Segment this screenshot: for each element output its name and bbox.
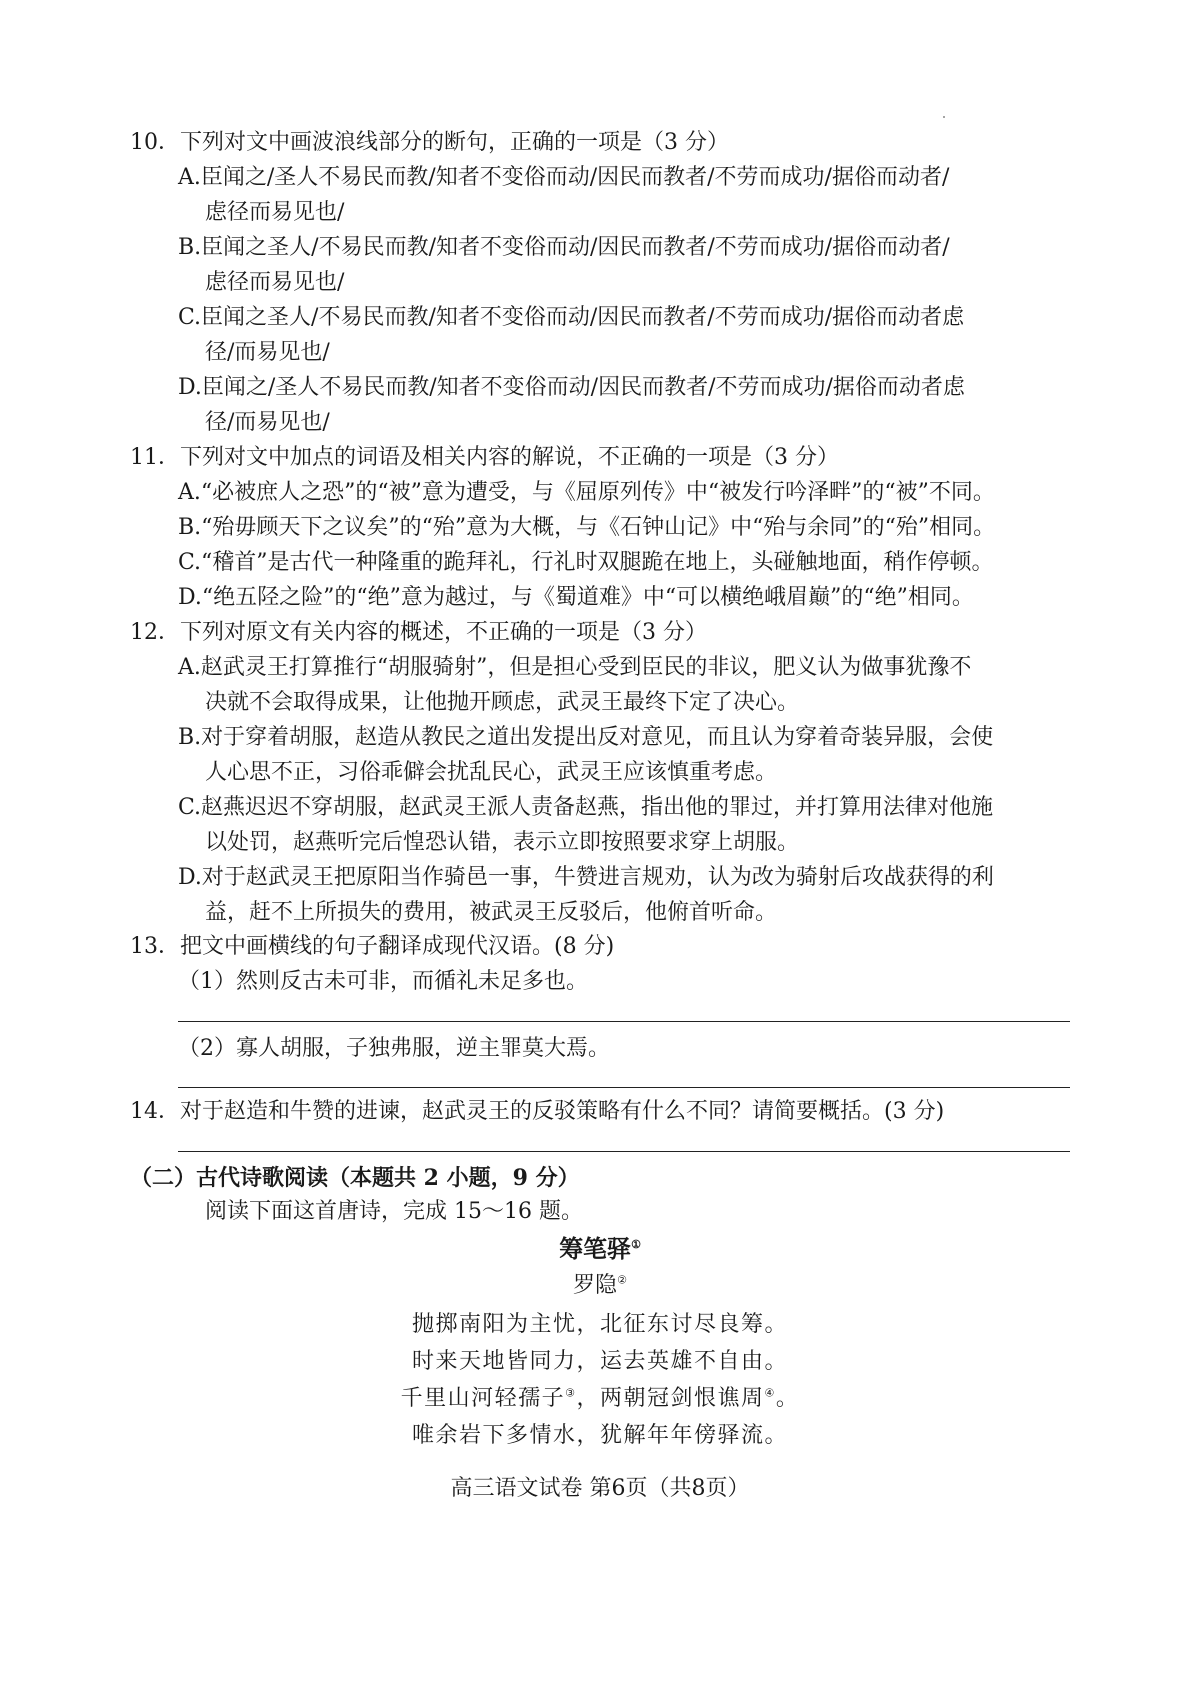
q10-option-a-line2: 虑径而易见也/: [205, 200, 345, 225]
q11-option-a: A.“必被庶人之恐”的“被”意为遭受，与《屈原列传》中“被发行吟泽畔”的“被”不同。: [178, 480, 995, 505]
q10-option-b-line1: B.臣闻之圣人/不易民而教/知者不变俗而动/因民而教者/不劳而成功/据俗而动者/: [178, 235, 950, 260]
q10-option-c-line2: 径/而易见也/: [205, 340, 330, 365]
q13-answer-line-2[interactable]: [178, 1087, 1070, 1088]
q13-stem: 13．把文中画横线的句子翻译成现代汉语。(8 分): [130, 934, 615, 959]
q14-stem: 14．对于赵造和牛赞的进谏，赵武灵王的反驳策略有什么不同？请简要概括。(3 分): [130, 1099, 945, 1124]
q13-sentence-2: （2）寡人胡服，子独弗服，逆主罪莫大焉。: [178, 1036, 610, 1061]
q10-option-b-line2: 虑径而易见也/: [205, 270, 345, 295]
q12-option-b-line2: 人心思不正，习俗乖僻会扰乱民心，武灵王应该慎重考虑。: [205, 760, 778, 785]
scan-dot: [943, 116, 945, 118]
poem-line-4: 唯余岩下多情水，犹解年年傍驿流。: [411, 1423, 788, 1448]
q11-stem: 11．下列对文中加点的词语及相关内容的解说，不正确的一项是（3 分）: [130, 445, 839, 470]
q12-stem: 12．下列对原文有关内容的概述，不正确的一项是（3 分）: [130, 620, 707, 645]
poem-line-3-footnote-mark-a: ③: [565, 1386, 577, 1400]
q12-option-c-line2: 以处罚，赵燕听完后惶恐认错，表示立即按照要求穿上胡服。: [205, 830, 800, 855]
q13-sentence-1: （1）然则反古未可非，而循礼未足多也。: [178, 969, 588, 994]
poem-title-footnote-mark: ①: [631, 1238, 641, 1251]
poem-title-text: 筹笔驿: [559, 1234, 632, 1263]
poem-line-3-part-a: 千里山河轻孺子: [400, 1386, 566, 1411]
q12-option-d-line1: D.对于赵武灵王把原阳当作骑邑一事，牛赞进言规劝，认为改为骑射后攻战获得的利: [178, 865, 994, 890]
poem-author-footnote-mark: ②: [617, 1273, 627, 1287]
q11-option-c: C.“稽首”是古代一种隆重的跪拜礼，行礼时双腿跪在地上，头碰触地面，稍作停顿。: [178, 550, 994, 575]
q12-option-c-line1: C.赵燕迟迟不穿胡服，赵武灵王派人责备赵燕，指出他的罪过，并打算用法律对他施: [178, 795, 994, 820]
q10-option-c-line1: C.臣闻之圣人/不易民而教/知者不变俗而动/因民而教者/不劳而成功/据俗而动者虑: [178, 305, 965, 330]
poem-title: [0, 1234, 1200, 1264]
q14-answer-line[interactable]: [178, 1151, 1070, 1152]
page-footer: 高三语文试卷 第6页（共8页）: [450, 1476, 750, 1501]
q13-answer-line-1[interactable]: [178, 1021, 1070, 1022]
poem-line-3-end: 。: [775, 1386, 800, 1411]
poem-line-2: 时来天地皆同力，运去英雄不自由。: [411, 1349, 788, 1374]
q10-option-a-line1: A.臣闻之/圣人不易民而教/知者不变俗而动/因民而教者/不劳而成功/据俗而动者/: [178, 165, 950, 190]
q10-option-d-line1: D.臣闻之/圣人不易民而教/知者不变俗而动/因民而教者/不劳而成功/据俗而动者虑: [178, 375, 965, 400]
q12-option-a-line1: A.赵武灵王打算推行“胡服骑射”，但是担心受到臣民的非议，肥义认为做事犹豫不: [178, 655, 972, 680]
q10-stem: 10．下列对文中画波浪线部分的断句，正确的一项是（3 分）: [130, 130, 729, 155]
poem-line-3-footnote-mark-b: ④: [764, 1386, 776, 1400]
q10-option-d-line2: 径/而易见也/: [205, 410, 330, 435]
section-intro: 阅读下面这首唐诗，完成 15～16 题。: [205, 1199, 583, 1224]
q12-option-d-line2: 益，赶不上所损失的费用，被武灵王反驳后，他俯首听命。: [205, 900, 778, 925]
poem-line-3-part-b: ，两朝冠剑恨谯周: [576, 1386, 765, 1411]
q12-option-a-line2: 决就不会取得成果，让他抛开顾虑，武灵王最终下定了决心。: [205, 690, 800, 715]
q11-option-b: B.“殆毋顾天下之议矣”的“殆”意为大概，与《石钟山记》中“殆与余同”的“殆”相同。: [178, 515, 996, 540]
q11-option-d: D.“绝五陉之险”的“绝”意为越过，与《蜀道难》中“可以横绝峨眉巅”的“绝”相同。: [178, 585, 974, 610]
poem-author-text: 罗隐: [573, 1273, 618, 1298]
poem-line-3: [0, 1384, 1200, 1414]
poem-line-1: 抛掷南阳为主忧，北征东讨尽良筹。: [411, 1312, 788, 1337]
poem-author: [0, 1271, 1200, 1301]
section-heading: （二）古代诗歌阅读（本题共 2 小题，9 分）: [130, 1165, 580, 1191]
q12-option-b-line1: B.对于穿着胡服，赵造从教民之道出发提出反对意见，而且认为穿着奇装异服，会使: [178, 725, 994, 750]
